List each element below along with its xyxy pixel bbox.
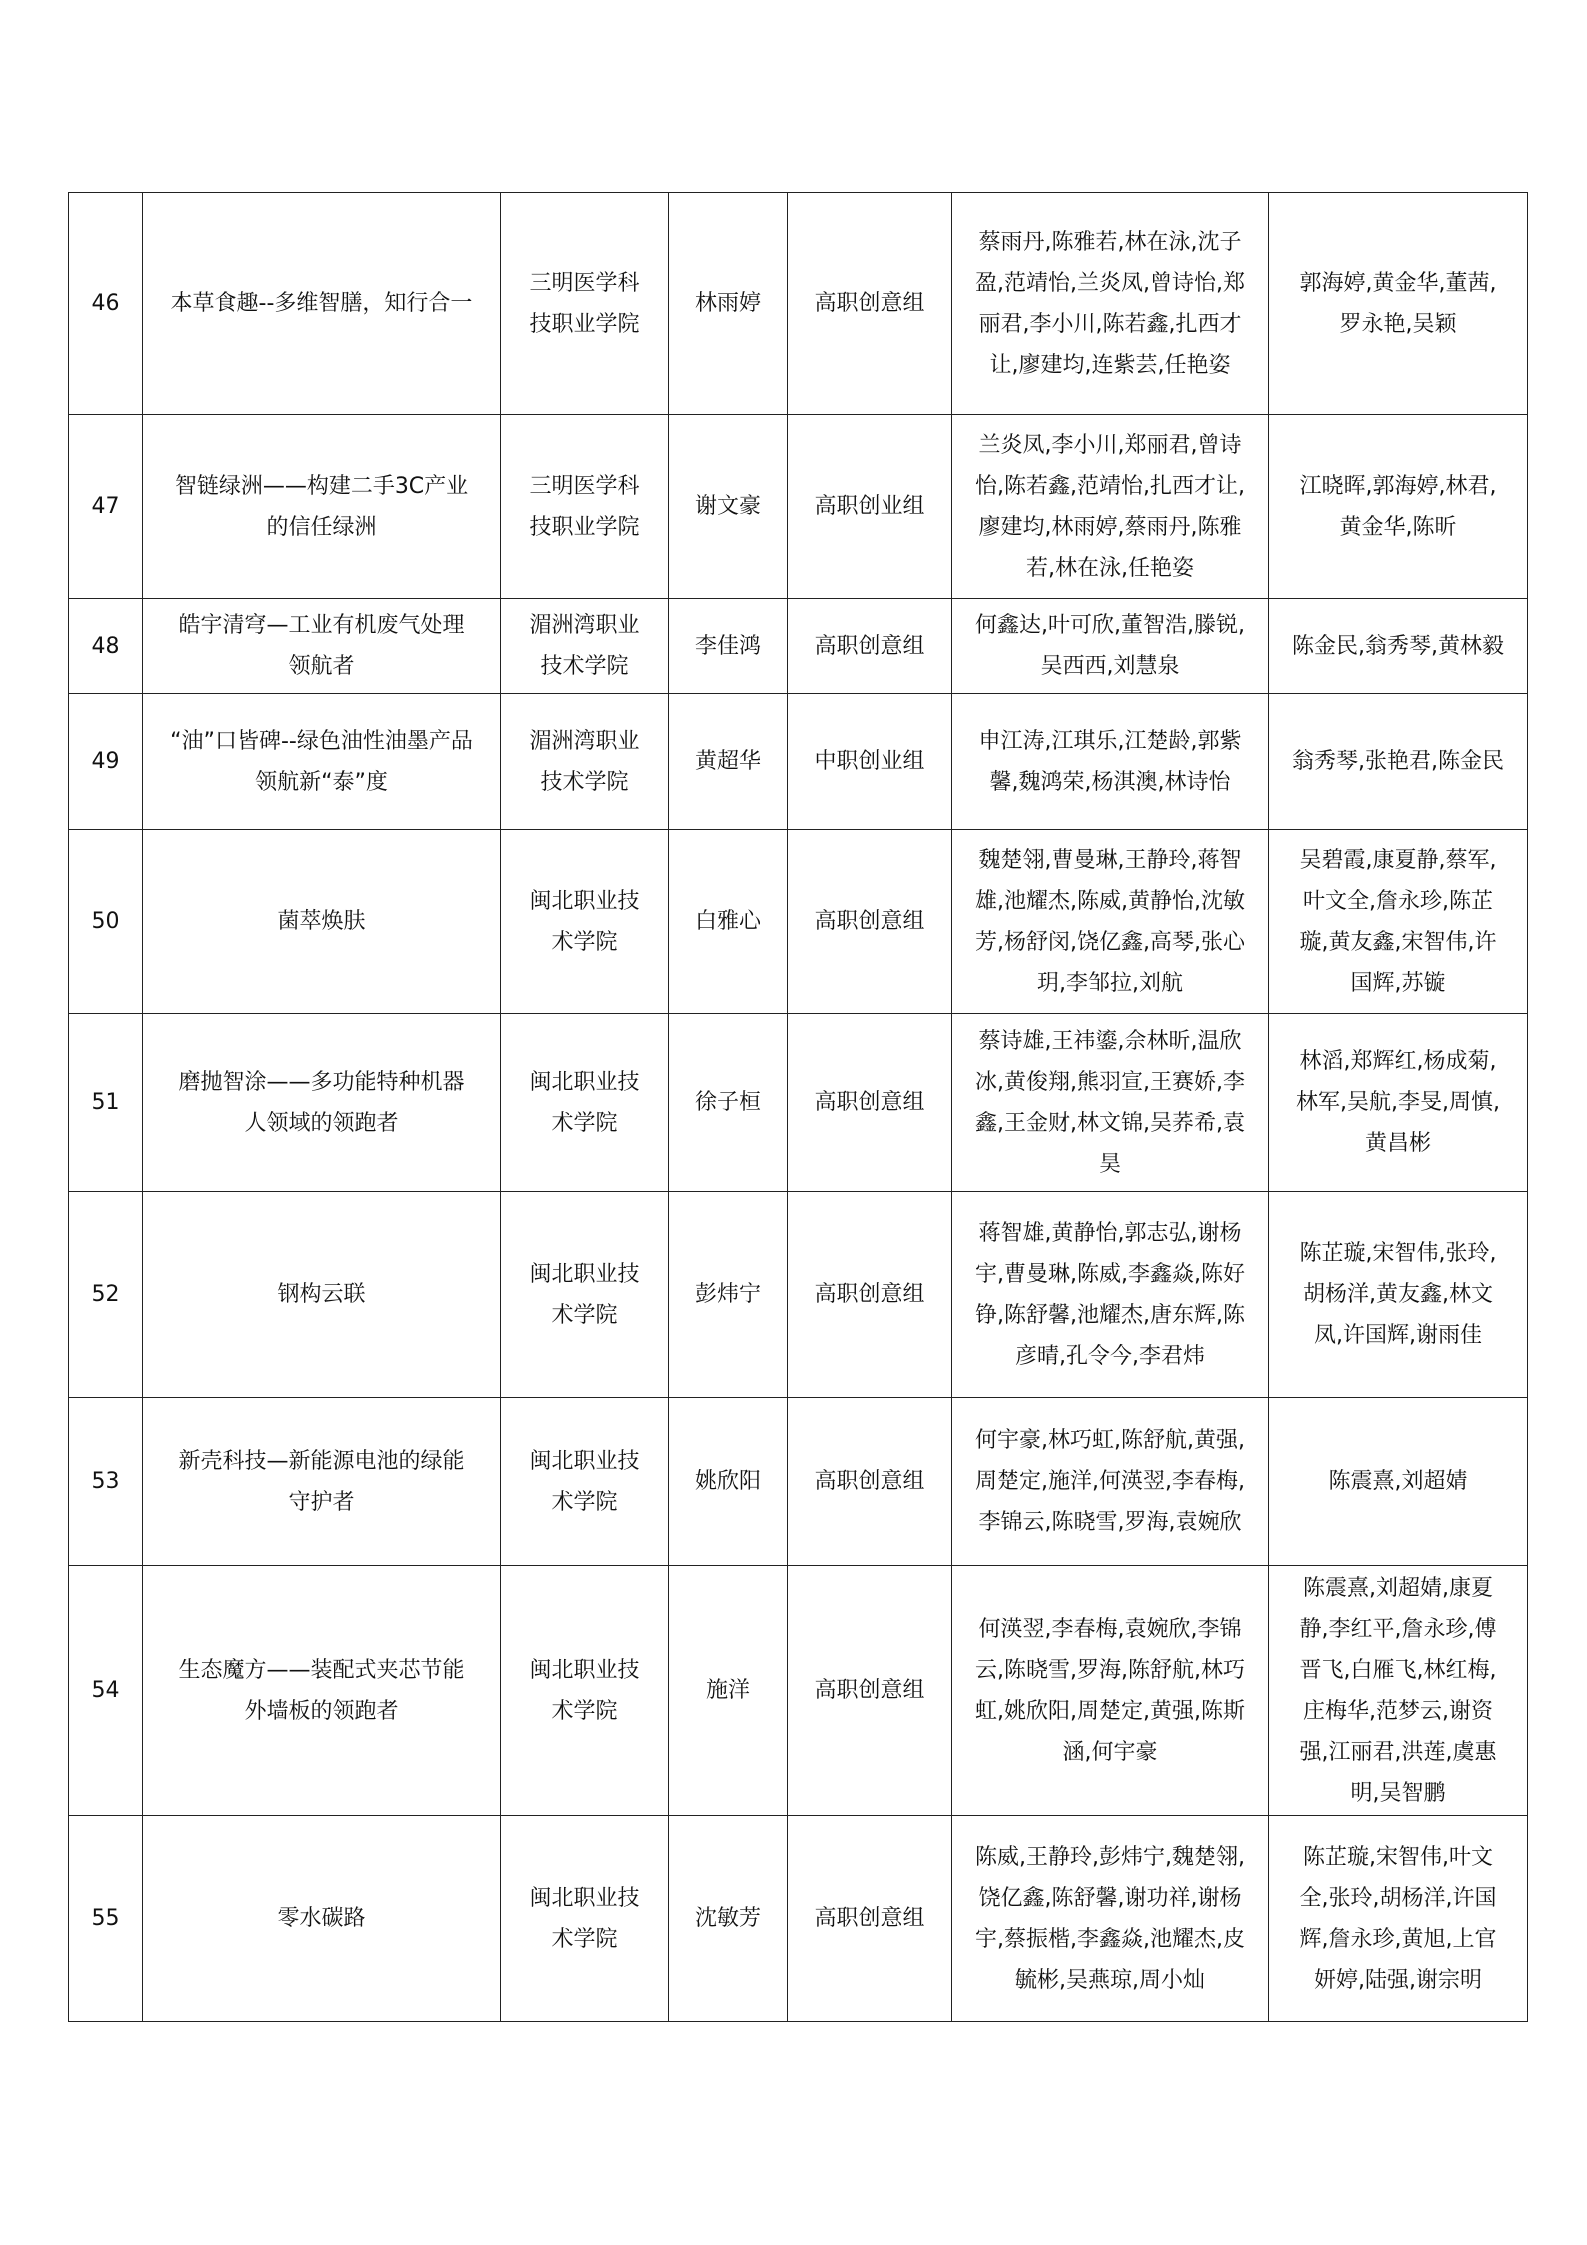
advisors: 翁秀琴,张艳君,陈金民 (1269, 694, 1528, 830)
table-row (69, 1014, 1528, 1192)
project-name: 磨抛智涂——多功能特种机器人领域的领跑者 (143, 1014, 501, 1192)
school-name: 闽北职业技术学院 (501, 1014, 669, 1192)
table-row (69, 1816, 1528, 2022)
team-leader: 施洋 (669, 1566, 788, 1816)
advisors: 陈金民,翁秀琴,黄林毅 (1269, 599, 1528, 694)
table-row (69, 1566, 1528, 1816)
row-number: 50 (69, 830, 143, 1014)
competition-group: 高职创意组 (788, 1398, 952, 1566)
row-number: 51 (69, 1014, 143, 1192)
school-name: 湄洲湾职业技术学院 (501, 694, 669, 830)
school-name: 闽北职业技术学院 (501, 830, 669, 1014)
school-name: 闽北职业技术学院 (501, 1566, 669, 1816)
team-members: 何渶翌,李春梅,袁婉欣,李锦云,陈晓雪,罗海,陈舒航,林巧虹,姚欣阳,周楚定,黄强,陈斯涵,何宇豪 (952, 1566, 1269, 1816)
team-leader: 李佳鸿 (669, 599, 788, 694)
competition-group: 高职创意组 (788, 599, 952, 694)
team-leader: 彭炜宁 (669, 1192, 788, 1398)
advisors: 陈芷璇,宋智伟,张玲,胡杨洋,黄友鑫,林文凤,许国辉,谢雨佳 (1269, 1192, 1528, 1398)
team-leader: 沈敏芳 (669, 1816, 788, 2022)
team-leader: 徐子桓 (669, 1014, 788, 1192)
project-name: 本草食趣--多维智膳，知行合一 (143, 193, 501, 415)
row-number: 47 (69, 415, 143, 599)
row-number: 48 (69, 599, 143, 694)
advisors: 陈芷璇,宋智伟,叶文全,张玲,胡杨洋,许国辉,詹永珍,黄旭,上官妍婷,陆强,谢宗明 (1269, 1816, 1528, 2022)
team-leader: 林雨婷 (669, 193, 788, 415)
award-table (68, 192, 1528, 2022)
project-name: 菌萃焕肤 (143, 830, 501, 1014)
project-name: “油”口皆碑--绿色油性油墨产品领航新“泰”度 (143, 694, 501, 830)
project-name: 新壳科技—新能源电池的绿能守护者 (143, 1398, 501, 1566)
row-number: 49 (69, 694, 143, 830)
table-row (69, 694, 1528, 830)
team-leader: 黄超华 (669, 694, 788, 830)
competition-group: 高职创意组 (788, 1566, 952, 1816)
competition-group: 高职创意组 (788, 1014, 952, 1192)
advisors: 郭海婷,黄金华,董茜,罗永艳,吴颖 (1269, 193, 1528, 415)
team-members: 陈威,王静玲,彭炜宁,魏楚翎,饶亿鑫,陈舒馨,谢功祥,谢杨宇,蔡振楷,李鑫焱,池耀杰,皮毓彬,吴燕琼,周小灿 (952, 1816, 1269, 2022)
project-name: 生态魔方——装配式夹芯节能外墙板的领跑者 (143, 1566, 501, 1816)
team-leader: 白雅心 (669, 830, 788, 1014)
team-members: 兰炎凤,李小川,郑丽君,曾诗怡,陈若鑫,范靖怡,扎西才让,廖建均,林雨婷,蔡雨丹,陈雅若,林在泳,任艳姿 (952, 415, 1269, 599)
school-name: 闽北职业技术学院 (501, 1816, 669, 2022)
table-row (69, 830, 1528, 1014)
school-name: 三明医学科技职业学院 (501, 193, 669, 415)
team-members: 魏楚翎,曹曼琳,王静玲,蒋智雄,池耀杰,陈威,黄静怡,沈敏芳,杨舒闵,饶亿鑫,高琴,张心玥,李邹拉,刘航 (952, 830, 1269, 1014)
project-name: 皓宇清穹—工业有机废气处理领航者 (143, 599, 501, 694)
competition-group: 中职创业组 (788, 694, 952, 830)
advisors: 吴碧霞,康夏静,蔡军,叶文全,詹永珍,陈芷璇,黄友鑫,宋智伟,许国辉,苏镟 (1269, 830, 1528, 1014)
school-name: 三明医学科技职业学院 (501, 415, 669, 599)
team-leader: 姚欣阳 (669, 1398, 788, 1566)
team-members: 蔡诗雄,王祎鎏,佘林昕,温欣冰,黄俊翔,熊羽宣,王赛娇,李鑫,王金财,林文锦,吴荞希,袁昊 (952, 1014, 1269, 1192)
team-members: 何宇豪,林巧虹,陈舒航,黄强,周楚定,施洋,何渶翌,李春梅,李锦云,陈晓雪,罗海,袁婉欣 (952, 1398, 1269, 1566)
competition-group: 高职创业组 (788, 415, 952, 599)
advisors: 江晓晖,郭海婷,林君,黄金华,陈昕 (1269, 415, 1528, 599)
school-name: 闽北职业技术学院 (501, 1192, 669, 1398)
competition-group: 高职创意组 (788, 193, 952, 415)
team-members: 申江涛,江琪乐,江楚龄,郭紫馨,魏鸿荣,杨淇澳,林诗怡 (952, 694, 1269, 830)
team-leader: 谢文豪 (669, 415, 788, 599)
row-number: 54 (69, 1566, 143, 1816)
team-members: 何鑫达,叶可欣,董智浩,滕锐,吴西西,刘慧泉 (952, 599, 1269, 694)
row-number: 53 (69, 1398, 143, 1566)
competition-group: 高职创意组 (788, 1816, 952, 2022)
advisors: 陈震熹,刘超婧 (1269, 1398, 1528, 1566)
team-members: 蒋智雄,黄静怡,郭志弘,谢杨宇,曹曼琳,陈威,李鑫焱,陈好铮,陈舒馨,池耀杰,唐东辉,陈彦晴,孔令今,李君炜 (952, 1192, 1269, 1398)
advisors: 林滔,郑辉红,杨成菊,林军,吴航,李旻,周慎,黄昌彬 (1269, 1014, 1528, 1192)
table-row (69, 415, 1528, 599)
table-row (69, 1398, 1528, 1566)
table-row (69, 1192, 1528, 1398)
row-number: 52 (69, 1192, 143, 1398)
table-row (69, 599, 1528, 694)
row-number: 55 (69, 1816, 143, 2022)
project-name: 钢构云联 (143, 1192, 501, 1398)
school-name: 湄洲湾职业技术学院 (501, 599, 669, 694)
advisors: 陈震熹,刘超婧,康夏静,李红平,詹永珍,傅晋飞,白雁飞,林红梅,庄梅华,范梦云,谢资强,江丽君,洪莲,虞惠明,吴智鹏 (1269, 1566, 1528, 1816)
project-name: 零水碳路 (143, 1816, 501, 2022)
table-row (69, 193, 1528, 415)
row-number: 46 (69, 193, 143, 415)
competition-group: 高职创意组 (788, 830, 952, 1014)
project-name: 智链绿洲——构建二手3C产业的信任绿洲 (143, 415, 501, 599)
competition-group: 高职创意组 (788, 1192, 952, 1398)
team-members: 蔡雨丹,陈雅若,林在泳,沈子盈,范靖怡,兰炎凤,曾诗怡,郑丽君,李小川,陈若鑫,扎西才让,廖建均,连紫芸,任艳姿 (952, 193, 1269, 415)
school-name: 闽北职业技术学院 (501, 1398, 669, 1566)
